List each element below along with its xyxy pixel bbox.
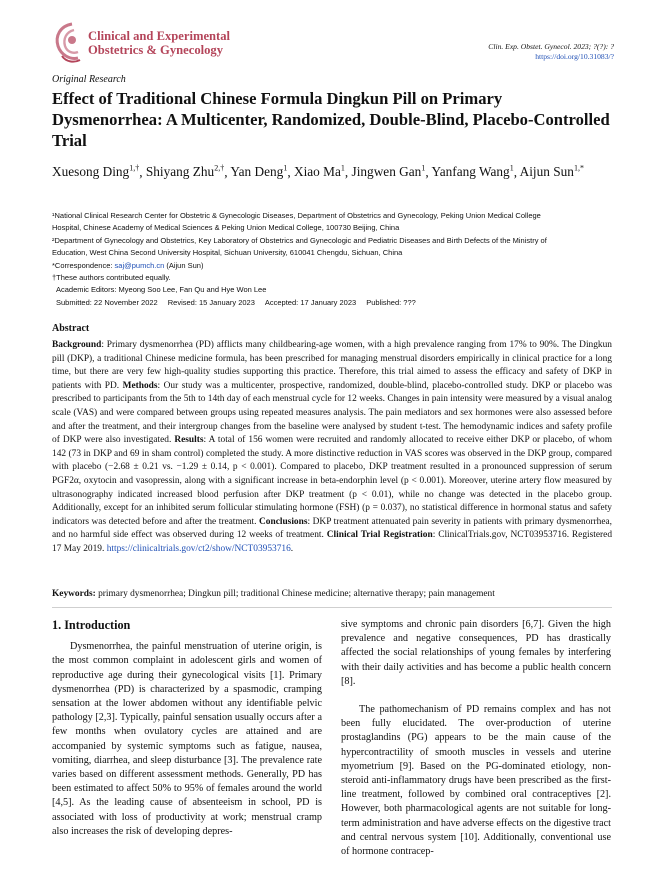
affiliation-1-line2: Hospital, Chinese Academy of Medical Sciences & Peking Union Medical College, 100730 Beijing, China (52, 223, 400, 233)
journal-name-line2: Obstetrics & Gynecology (88, 43, 224, 57)
journal-name (88, 29, 230, 57)
abstract-methods-label: Methods (122, 380, 158, 391)
academic-editors: Academic Editors: Myeong Soo Lee, Fan Qu and Hye Won Lee (56, 285, 267, 295)
intro-paragraph-1: Dysmenorrhea, the painful menstruation of uterine origin, is the most common complaint in adolescent girls and women of reproductive age during their gynecological visits [1]. Primary dysmenorrhea (PD) is characterized by a spasmodic, cramping sensation at the lower abdomen without any identifiable pelvic pathology [2,3]. Typically, painful sensation usually occurs after a few months when ovulatory cycles are attained and are accompanied by systemic symptoms such as fatigue, nausea, vomiting, diarrhea, and sleep disturbance [3]. The prevalence rate varies based on different assessment methods. Generally, PD has been estimated to affect 50% to 95% of females around the world [4,5]. As the leading cause of absenteeism in school, PD is associated with loss of productivity at work; menstrual cramp also increases the risk of developing depres- (52, 641, 322, 837)
abstract-body: Background: Primary dysmenorrhea (PD) afflicts many childbearing-age women, with a high prevalence ranging from 17% to 90%. The Dingkun pill (DKP), a traditional Chinese medicine formula, has been prescribed for managing menstrual disorders empirically in clinical practice for a long time, but there are very few high-quality studies supporting this practice. Therefore, this trial aimed to assess the efficacy and safety of DKP in patients with PD. Methods: Our study was a multicenter, prospective, randomized, double-blind, placebo-controlled study. DKP or placebo was prescribed to participants from the 5th to 14th day of each menstrual cycle for 12 weeks. Changes in pain intensity were measured by a visual analog scale (VAS) and were compared between groups using repeated measures analysis. The pain mediators and sex hormones were also assessed before and after the treatment, and their intergroup changes from the baseline were analysed by student t-test. The hemodynamic indices and safety profile of DKP were also investigated. Results: A total of 156 women were recruited and randomly allocated to receive either DKP or placebo, of whom 142 (73 in DKP and 69 in sham control) completed the study. A more distinctive reduction in VAS scores was observed in the DKP group, compared with placebo (−2.68 ± 0.21 vs. −1.29 ± 0.14, p < 0.001). Compared to placebo, DKP treatment resulted in a pronounced suppression of serum PGF2α, oxytocin and vasopressin, along with a significant increase in beta-endorphin level (p < 0.001). Moreover, uterine artery flow measured by ultrasonography indicated increased blood perfusion after DKP treatment (p < 0.01), while no change was detected in the placebo group. Additionally, except for an inhibited serum follicular stimulating hormone (FSH) (p = 0.037), no statistical difference in hormonal status and safety indicators was detected before and after the treatment. Conclusions: DKP treatment attenuated pain severity in patients with primary dysmenorrhea, and no harmful side effect was observed during 12 weeks of treatment. Clinical Trial Registration: ClinicalTrials.gov, NCT03953716. Registered 17 May 2019. https://clinicaltrials.gov/ct2/show/NCT03953716. (52, 340, 613, 554)
author: Jingwen Gan$^1$ (351, 164, 426, 180)
section-divider (52, 607, 612, 608)
article-dates (52, 297, 622, 309)
abstract-heading: Abstract (52, 323, 90, 334)
journal-citation: Clin. Exp. Obstet. Gynecol. 2023; ?(?): ? (488, 42, 614, 51)
date-published: Published: ??? (366, 297, 416, 307)
abstract-methods: : Our study was a multicenter, prospective, randomized, double-blind, placebo-controlled study. DKP or placebo was prescribed to participants from the 5th to 14th day of each menstrual cycle for 12 weeks. Changes in pain intensity were measured by a visual analog scale (VAS) and were compared between groups using repeated measures analysis. The pain mediators and sex hormones were also assessed before and after the treatment, and their intergroup changes from the baseline were analysed by student t-test. The hemodynamic indices and safety profile of DKP were also investigated. (52, 380, 612, 446)
abstract-results: : A total of 156 women were recruited and randomly allocated to receive either DKP or placebo, of whom 142 (73 in DKP and 69 in sham control) completed the study. A more distinctive reduction in VAS scores was observed in the DKP group, compared with placebo (−2.68 ± 0.21 vs. −1.29 ± 0.14, p < 0.001). Compared to placebo, DKP treatment resulted in a pronounced suppression of serum PGF2α, oxytocin and vasopressin, along with a significant increase in beta-endorphin level (p < 0.001). Moreover, uterine artery flow measured by ultrasonography indicated increased blood perfusion after DKP treatment (p < 0.01), while no change was detected in the placebo group. Additionally, except for an inhibited serum follicular stimulating hormone (FSH) (p = 0.037), no statistical difference in hormonal status and safety indicators was detected before and after the treatment. (52, 435, 612, 527)
abstract-background: : Primary dysmenorrhea (PD) afflicts many childbearing-age women, with a high prevalence ranging from 17% to 90%. The Dingkun pill (DKP), a traditional Chinese medicine formula, has been prescribed for managing menstrual disorders empirically in clinical practice for a long time, but there are very few high-quality studies supporting this practice. Therefore, this trial aimed to assess the efficacy and safety of DKP in patients with PD. (52, 340, 612, 391)
doi-link[interactable]: https://doi.org/10.31083/? (535, 52, 614, 61)
abstract-results-label: Results (174, 435, 204, 446)
affiliation-1-line1: ¹National Clinical Research Center for Obstetric & Gynecologic Diseases, Department of Obstetrics and Gynecology, Peking Union Medical College (52, 211, 541, 220)
abstract-conclusions-label: Conclusions (259, 516, 308, 527)
abstract-background-label: Background (52, 340, 102, 350)
trial-registration-link[interactable]: https://clinicaltrials.gov/ct2/show/NCT03953716 (106, 543, 291, 554)
correspondence: *Correspondence: saj@pumch.cn (Aijun Sun) (52, 260, 204, 270)
keywords-label: Keywords: (52, 589, 96, 599)
author: Xiao Ma$^1$ (293, 164, 345, 180)
affiliation-2-line1: ²Department of Gynecology and Obstetrics, Key Laboratory of Obstetrics and Gynecologic and Pediatric Diseases and Birth Defects of the Ministry of (52, 235, 547, 245)
keywords (52, 589, 612, 599)
journal-citation-block (488, 42, 614, 62)
date-submitted: Submitted: 22 November 2022 (56, 297, 158, 307)
keywords-text: primary dysmenorrhea; Dingkun pill; traditional Chinese medicine; alternative therapy; pain management (95, 589, 495, 599)
date-revised: Revised: 15 January 2023 (167, 297, 255, 307)
abstract-registration-label: Clinical Trial Registration (326, 530, 433, 541)
body-column-right (341, 618, 611, 859)
journal-logo-icon (52, 20, 86, 64)
intro-paragraph-2: The pathomechanism of PD remains complex and has not been fully elucidated. The over-production of uterine prostaglandins (PG) appears to be the main cause of the hypercontractility of smooth muscles in vessels and uterine myometrium [9]. Based on the PG-dominated etiology, non-steroid anti-inflammatory drugs have been prescribed as the first-line treatment, followed by combined oral contraceptives [2]. However, both pharmacological agents are not suitable for long-term administration and have adverse effects on the digestive tract and central nervous system [10]. Additionally, conventional use of hormone contracep- (341, 704, 611, 858)
body-column-left (52, 618, 322, 839)
article-title: Effect of Traditional Chinese Formula Dingkun Pill on Primary Dysmenorrhea: A Multicenter, Randomized, Double-Blind, Placebo-Controlled Trial (52, 89, 610, 150)
section-heading-introduction: 1. Introduction (52, 618, 131, 632)
journal-logo (52, 20, 252, 64)
journal-name-line1: Clinical and Experimental (88, 29, 231, 43)
abstract-registration: : ClinicalTrials.gov, NCT03953716. Registered 17 May 2019. (52, 530, 613, 554)
correspondence-email[interactable]: saj@pumch.cn (114, 260, 165, 270)
affiliation-2-line2: Education, West China Second University Hospital, Sichuan University, 610041 Chengdu, Sichuan, China (52, 248, 403, 258)
author: Yan Deng$^1$ (230, 164, 288, 180)
author: Shiyang Zhu$^{2,\dagger}$ (145, 164, 225, 180)
abstract-conclusions: : DKP treatment attenuated pain severity in patients with primary dysmenorrhea, and no harmful side effect was observed during 12 weeks of treatment. (52, 516, 612, 541)
article-type: Original Research (52, 74, 126, 85)
author-list: Xuesong Ding$^{1,\dagger}$, Shiyang Zhu$^{2,\dagger}$, Yan Deng$^1$, Xiao Ma$^1$, Jingwen Gan$^1$, Yanfang Wang$^1$, Aijun Sun$^{1,*}$ (52, 164, 584, 180)
author: Xuesong Ding$^{1,\dagger}$ (52, 164, 140, 180)
affiliations (52, 210, 622, 309)
date-accepted: Accepted: 17 January 2023 (264, 297, 357, 307)
intro-paragraph-1-continued: sive symptoms and chronic pain disorders [6,7]. Given the high prevalence and negative consequences, PD has drastically affected the social relationships of young females by interfering with their daily activities and has become a public health concern [8]. (341, 619, 611, 687)
author: Yanfang Wang$^1$ (431, 164, 514, 180)
author: Aijun Sun$^{1,*}$ (519, 164, 584, 180)
equal-contribution-note: †These authors contributed equally. (52, 273, 171, 283)
